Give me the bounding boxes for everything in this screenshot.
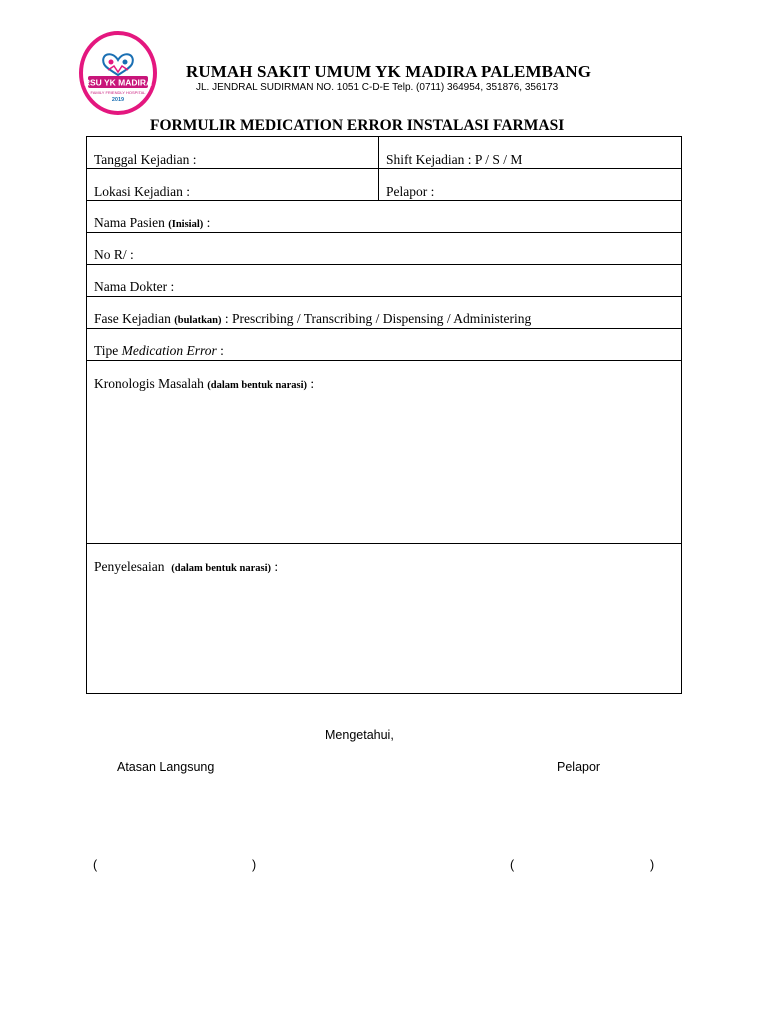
nama-dokter-field[interactable] xyxy=(87,265,681,297)
kronologis-line xyxy=(94,376,314,392)
mengetahui-label: Mengetahui, xyxy=(325,728,394,742)
penyelesaian-line xyxy=(94,559,278,575)
pelapor-signature-label: Pelapor xyxy=(557,760,601,774)
form-title: FORMULIR MEDICATION ERROR INSTALASI FARMASI xyxy=(150,117,565,134)
tipe-italic: Medication Error xyxy=(121,343,217,358)
logo-year: 2019 xyxy=(111,97,125,103)
hospital-name: RUMAH SAKIT UMUM YK MADIRA PALEMBANG xyxy=(186,62,592,81)
nama-pasien-label: Nama Pasien xyxy=(94,215,165,230)
lokasi-kejadian-field[interactable] xyxy=(87,169,379,200)
penyelesaian-note: (dalam bentuk narasi) xyxy=(171,563,271,574)
penyelesaian-colon: : xyxy=(274,559,279,574)
penyelesaian-field[interactable] xyxy=(87,544,681,695)
fase-kejadian-field[interactable] xyxy=(87,297,681,329)
nama-dokter-label: Nama Dokter : xyxy=(94,279,175,294)
tipe-label: Tipe xyxy=(94,343,119,358)
no-r-label: No R/ : xyxy=(94,247,134,262)
fase-kejadian-label: Fase Kejadian xyxy=(94,311,171,326)
pelapor-field[interactable] xyxy=(379,169,681,200)
pelapor-label: Pelapor : xyxy=(386,184,435,199)
tipe-line xyxy=(94,343,224,359)
atasan-signature-close-paren: ) xyxy=(252,858,257,872)
atasan-langsung-label: Atasan Langsung xyxy=(117,760,215,774)
no-r-field[interactable] xyxy=(87,233,681,265)
tanggal-kejadian-label: Tanggal Kejadian : xyxy=(94,152,197,167)
fase-kejadian-line xyxy=(94,311,531,327)
lokasi-kejadian-label: Lokasi Kejadian : xyxy=(94,184,190,199)
nama-pasien-note: (Inisial) xyxy=(168,219,204,230)
tipe-medication-error-field[interactable] xyxy=(87,329,681,361)
atasan-signature-open-paren: ( xyxy=(93,858,98,872)
pelapor-signature-close-paren: ) xyxy=(650,858,655,872)
shift-kejadian-label: Shift Kejadian : P / S / M xyxy=(386,152,523,167)
logo-text: RSU YK MADIRA xyxy=(83,77,153,88)
logo-subtext: FAMILY FRIENDLY HOSPITAL xyxy=(90,90,146,95)
nama-pasien-colon: : xyxy=(206,215,211,230)
form-table xyxy=(86,136,682,694)
penyelesaian-label: Penyelesaian xyxy=(94,559,165,574)
fase-kejadian-note: (bulatkan) xyxy=(174,315,222,326)
row-tanggal-shift xyxy=(87,137,681,169)
row-lokasi-pelapor xyxy=(87,169,681,201)
pelapor-signature-open-paren: ( xyxy=(510,858,515,872)
kronologis-label: Kronologis Masalah xyxy=(94,376,204,391)
kronologis-note: (dalam bentuk narasi) xyxy=(207,380,307,391)
shift-kejadian-field[interactable] xyxy=(379,137,681,168)
fase-kejadian-options: : Prescribing / Transcribing / Dispensing / Administering xyxy=(224,311,532,326)
hospital-logo xyxy=(78,30,158,116)
kronologis-colon: : xyxy=(310,376,315,391)
tipe-colon: : xyxy=(220,343,224,358)
nama-pasien-line xyxy=(94,215,210,231)
tanggal-kejadian-field[interactable] xyxy=(87,137,379,168)
hospital-address: JL. JENDRAL SUDIRMAN NO. 1051 C-D-E Telp. (0711) 364954, 351876, 356173 xyxy=(196,82,559,93)
kronologis-field[interactable] xyxy=(87,361,681,544)
nama-pasien-field[interactable] xyxy=(87,201,681,233)
